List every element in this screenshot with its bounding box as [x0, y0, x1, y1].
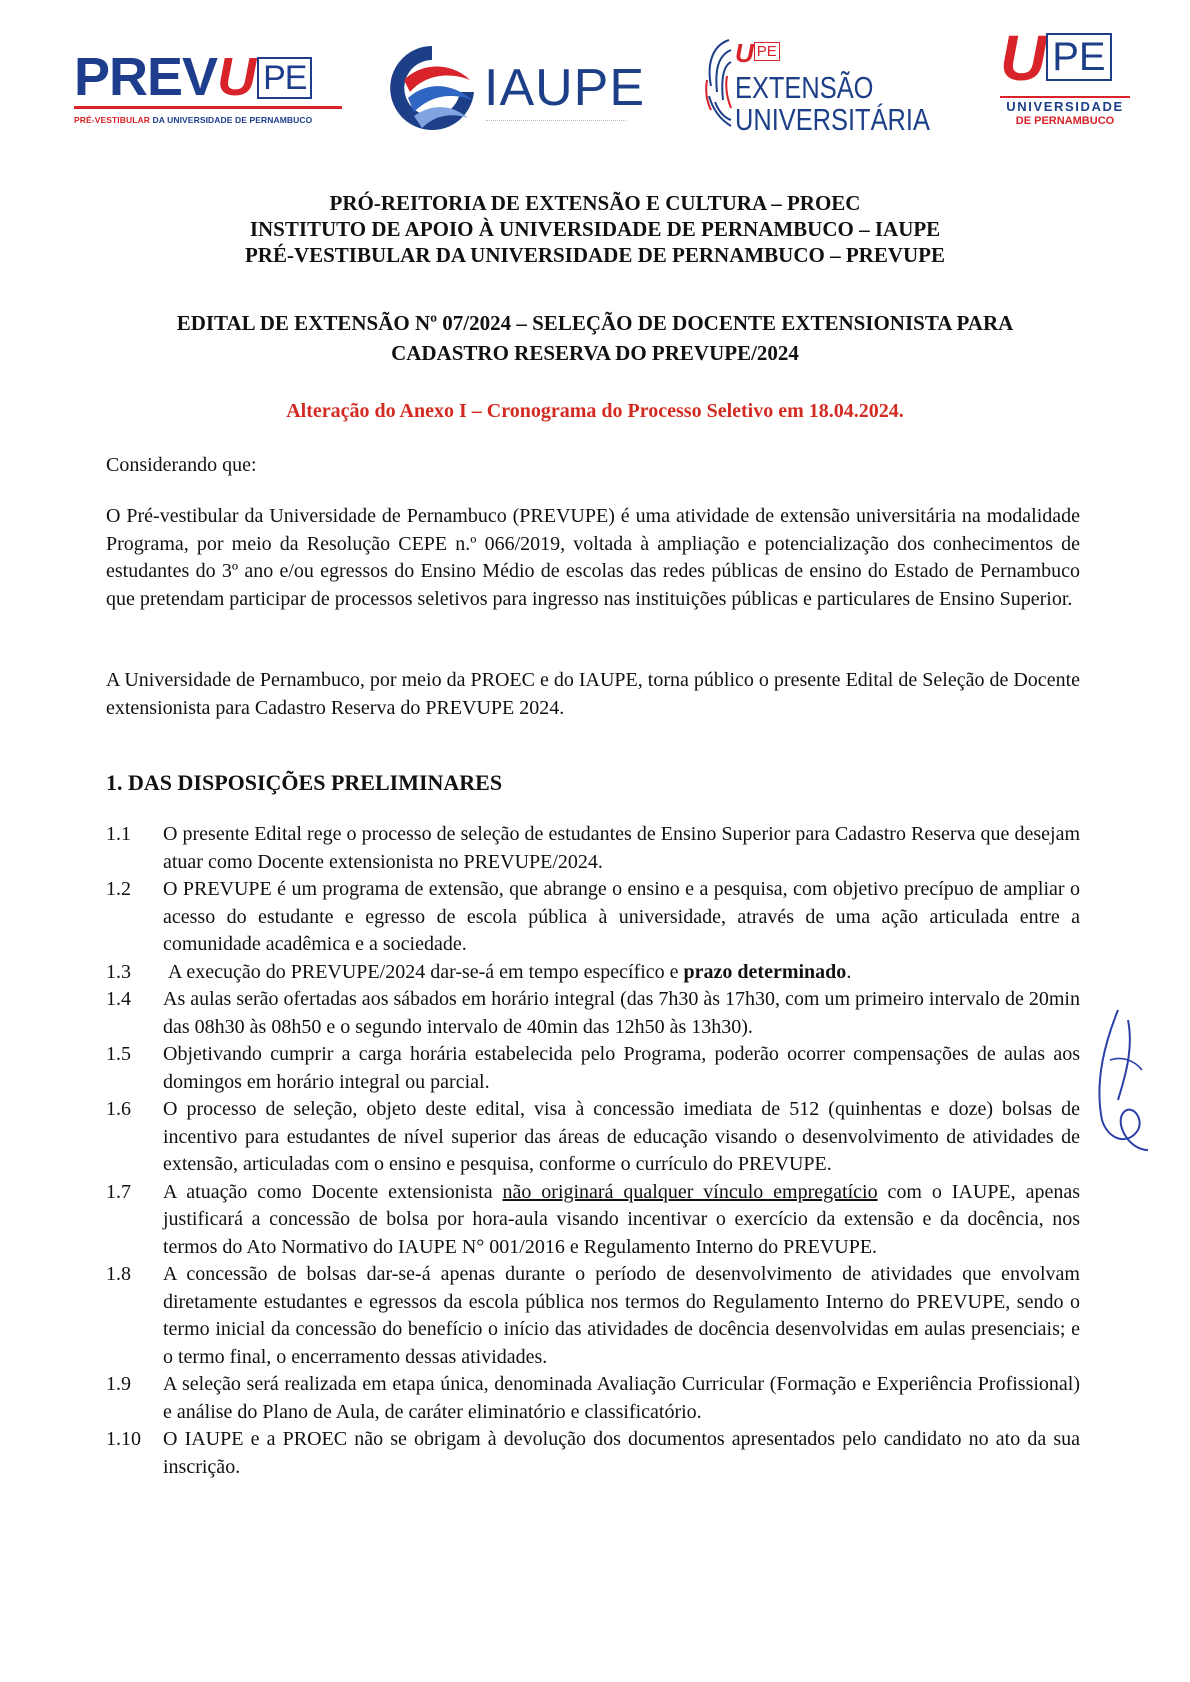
- list-item: [106, 1426, 1080, 1481]
- item-number: 1.6: [106, 1098, 131, 1120]
- list-item: [106, 821, 1080, 876]
- extensao-upe-mark: [735, 38, 780, 69]
- list-item: [106, 986, 1080, 1041]
- item-text-underlined: não originará qualquer vínculo empregatício: [502, 1180, 878, 1203]
- heading-line-prevupe: PRÉ-VESTIBULAR DA UNIVERSIDADE DE PERNAMBUCO – PREVUPE: [244, 243, 946, 267]
- section-title: 1. DAS DISPOSIÇÕES PRELIMINARES: [106, 770, 503, 795]
- prevupe-logo: [74, 47, 344, 130]
- prevupe-subtitle-part1: PRÉ-VESTIBULAR: [74, 115, 151, 125]
- list-item: [106, 1041, 1080, 1096]
- heading-line-proec: PRÓ-REITORIA DE EXTENSÃO E CULTURA – PROEC: [329, 191, 861, 215]
- edital-title: [80, 308, 1110, 368]
- extensao-upe-u: U: [735, 38, 754, 68]
- upe-logo-u: U: [1000, 22, 1047, 94]
- extensao-universitaria-logo: [703, 34, 930, 137]
- item-number: 1.1: [106, 823, 131, 845]
- item-number: 1.5: [106, 1043, 131, 1065]
- item-text-after: com o IAUPE, apenas justificará a concessão de bolsa por hora-aula visando incentivar o exercício da extensão e da docência, nos termos do Ato Normativo do IAUPE N° 001/2016 e Regulamento Interno do PREVUPE.: [163, 1180, 1080, 1258]
- intro-paragraph-2: A Universidade de Pernambuco, por meio da PROEC e do IAUPE, torna público o presente Edital de Seleção de Docente extensionista para Cadastro Reserva do PREVUPE 2024.: [106, 669, 1080, 719]
- iaupe-swirl-icon: [384, 40, 480, 136]
- alteration-notice: Alteração do Anexo I – Cronograma do Processo Seletivo em 18.04.2024.: [286, 400, 904, 422]
- item-number: 1.3: [106, 960, 131, 983]
- item-text: [163, 1179, 1080, 1262]
- signature-initials: [1088, 1000, 1158, 1160]
- edital-title-line2: CADASTRO RESERVA DO PREVUPE/2024: [391, 341, 799, 365]
- list-item: [106, 1261, 1080, 1371]
- item-text: Objetivando cumprir a carga horária estabelecida pelo Programa, poderão ocorrer compensações de aulas aos domingos em horário integral ou parcial.: [163, 1043, 1080, 1093]
- item-text: [163, 959, 1080, 987]
- upe-logo-pe: PE: [1046, 33, 1111, 81]
- iaupe-logo: [384, 40, 646, 136]
- item-number: 1.10: [106, 1428, 141, 1450]
- prevupe-logo-pe: PE: [257, 57, 312, 99]
- extensao-logo-line1: EXTENSÃO: [735, 70, 874, 105]
- intro-paragraph-1: O Pré-vestibular da Universidade de Pernambuco (PREVUPE) é uma atividade de extensão universitária na modalidade Programa, por meio da Resolução CEPE n.º 066/2019, voltada à ampliação e potencialização dos conhecimentos de estudantes do 3º ano e/ou egressos do Ensino Médio de escolas das redes públicas de ensino do Estado de Pernambuco que pretendam participar de processos seletivos para ingresso nas instituições públicas e particulares de Ensino Superior.: [106, 505, 1080, 610]
- prevupe-logo-subtitle: [74, 115, 344, 125]
- iaupe-logo-tagline: [486, 120, 626, 125]
- item-text: O processo de seleção, objeto deste edital, visa à concessão imediata de 512 (quinhentas e doze) bolsas de incentivo para estudantes de nível superior das áreas de educação visando o desenvolvimento de atividades de extensão, articuladas com o ensino e pesquisa, conforme o currículo do PREVUPE.: [163, 1098, 1080, 1175]
- iaupe-logo-word: IAUPE: [484, 59, 646, 117]
- list-item: [106, 959, 1080, 987]
- item-number: 1.7: [106, 1180, 131, 1203]
- item-text: O PREVUPE é um programa de extensão, que abrange o ensino e a pesquisa, com objetivo precípuo de ampliar o acesso do estudante e egresso de escola pública à universidade, através de uma ação articulada entre a comunidade acadêmica e a sociedade.: [163, 878, 1080, 955]
- item-text: A concessão de bolsas dar-se-á apenas durante o período de desenvolvimento de atividades que envolvam diretamente estudantes e egressos da escola pública nos termos do Regulamento Interno do PREVUPE, sendo o termo inicial da concessão do benefício o início das atividades de docência desenvolvidas em aulas presenciais; e o termo final, o encerramento dessas atividades.: [163, 1263, 1080, 1368]
- item-text: A seleção será realizada em etapa única, denominada Avaliação Curricular (Formação e Experiência Profissional) e análise do Plano de Aula, de caráter eliminatório e classificatório.: [163, 1373, 1080, 1423]
- prevupe-logo-u: U: [217, 47, 256, 107]
- item-text-after: .: [846, 960, 852, 983]
- extensao-logo-line2: UNIVERSITÁRIA: [735, 102, 930, 137]
- section-items-list: [106, 821, 1080, 1481]
- item-number: 1.2: [106, 878, 131, 900]
- extensao-upe-pe: PE: [754, 42, 780, 61]
- prevupe-logo-prev: PREV: [74, 47, 218, 107]
- list-item: [106, 876, 1080, 959]
- item-number: 1.8: [106, 1263, 131, 1285]
- heading-line-iaupe: INSTITUTO DE APOIO À UNIVERSIDADE DE PERNAMBUCO – IAUPE: [249, 217, 941, 241]
- item-text-bold: prazo determinado: [683, 960, 847, 983]
- upe-logo-line1: UNIVERSIDADE: [1000, 96, 1130, 114]
- item-text-before: A execução do PREVUPE/2024 dar-se-á em tempo específico e: [168, 960, 684, 983]
- item-number: 1.9: [106, 1373, 131, 1395]
- item-number: 1.4: [106, 988, 131, 1010]
- prevupe-subtitle-part2: DA UNIVERSIDADE DE PERNAMBUCO: [150, 115, 313, 125]
- edital-title-line1: EDITAL DE EXTENSÃO Nº 07/2024 – SELEÇÃO DE DOCENTE EXTENSIONISTA PARA: [176, 311, 1014, 335]
- list-item: [106, 1179, 1080, 1262]
- upe-logo-mark: [1000, 22, 1112, 94]
- list-item: [106, 1371, 1080, 1426]
- item-text: O presente Edital rege o processo de seleção de estudantes de Ensino Superior para Cadastro Reserva que desejam atuar como Docente extensionista no PREVUPE/2024.: [163, 823, 1080, 873]
- item-text: O IAUPE e a PROEC não se obrigam à devolução dos documentos apresentados pelo candidato no ato da sua inscrição.: [163, 1428, 1080, 1478]
- upe-logo: [1000, 22, 1130, 127]
- upe-logo-line2: DE PERNAMBUCO: [1015, 115, 1115, 127]
- fingerprint-icon: [703, 36, 735, 132]
- list-item: [106, 1096, 1080, 1179]
- item-text-before: A atuação como Docente extensionista: [163, 1180, 503, 1203]
- considering-label: Considerando que:: [106, 454, 257, 476]
- prevupe-logo-word: [74, 47, 344, 107]
- institution-heading: [80, 190, 1110, 268]
- item-text: As aulas serão ofertadas aos sábados em horário integral (das 7h30 às 17h30, com um primeiro intervalo de 20min das 08h30 às 08h50 e o segundo intervalo de 40min das 12h50 às 13h30).: [163, 988, 1080, 1038]
